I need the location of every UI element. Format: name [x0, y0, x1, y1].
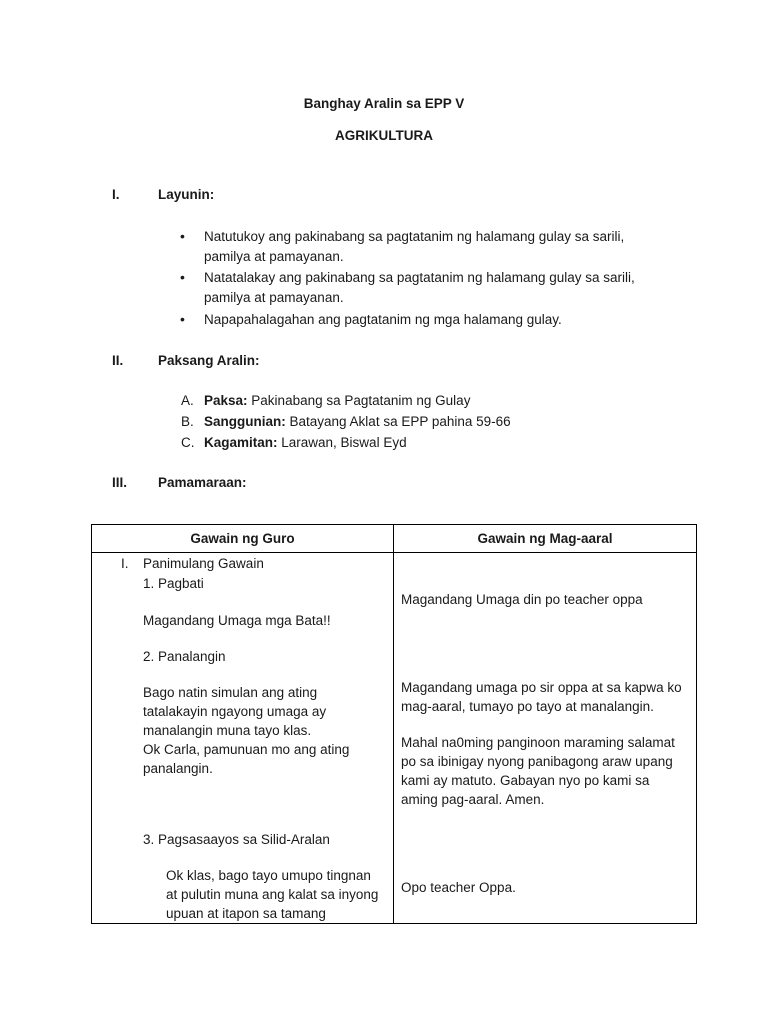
student-activity-cell: [394, 553, 697, 924]
section-heading-paksang-aralin: Paksang Aralin:: [158, 353, 260, 368]
bullet-icon: •: [180, 311, 185, 327]
topic-value: Pakinabang sa Pagtatanim ng Gulay: [247, 393, 471, 408]
objective-1-line-2: pamilya at pamayanan.: [204, 249, 344, 264]
section-number-3: III.: [112, 475, 128, 490]
objective-2-line-2: pamilya at pamayanan.: [204, 290, 344, 305]
bullet-icon: •: [180, 269, 185, 285]
section-number-2: II.: [112, 353, 124, 368]
student-tidy-reply: Opo teacher Oppa.: [401, 880, 516, 895]
teacher-prayer-line: Ok Carla, pamunuan mo ang ating: [143, 742, 350, 757]
teacher-tidy-line: upuan at itapon sa tamang: [166, 906, 326, 921]
topic-letter-a: A.: [181, 393, 194, 408]
header-student-activity: Gawain ng Mag-aaral: [394, 525, 697, 553]
step-panalangin: 2. Panalangin: [143, 649, 226, 664]
topic-label: Kagamitan:: [204, 435, 278, 450]
section-number-1: I.: [112, 187, 120, 202]
bullet-icon: •: [180, 228, 185, 244]
table-row: [92, 553, 697, 924]
objective-3-line-1: Napapahalagahan ang pagtatanim ng mga halamang gulay.: [204, 312, 562, 327]
step-pagsasaayos: 3. Pagsasaayos sa Silid-Aralan: [143, 832, 330, 847]
topic-value: Batayang Aklat sa EPP pahina 59-66: [285, 414, 511, 429]
teacher-tidy-line: at pulutin muna ang kalat sa inyong: [166, 887, 379, 902]
topic-label: Sanggunian:: [204, 414, 286, 429]
section-heading-layunin: Layunin:: [158, 187, 215, 202]
objective-2-line-1: Natatalakay ang pakinabang sa pagtatanim ng halamang gulay sa sarili,: [204, 270, 635, 285]
teacher-greeting: Magandang Umaga mga Bata!!: [143, 613, 331, 628]
student-greeting-reply: Magandang Umaga din po teacher oppa: [401, 592, 643, 607]
topic-letter-c: C.: [181, 435, 195, 450]
topic-letter-b: B.: [181, 414, 194, 429]
student-prayer-reply-line: Magandang umaga po sir oppa at sa kapwa ko: [401, 680, 682, 695]
teacher-prayer-line: panalangin.: [143, 761, 213, 776]
lesson-plan-table: [91, 524, 697, 924]
document-title: Banghay Aralin sa EPP V: [303, 96, 465, 111]
topic-item-sanggunian: [204, 414, 511, 429]
student-prayer-reply-line: mag-aaral, tumayo po tayo at manalangin.: [401, 699, 654, 714]
objective-1-line-1: Natutukoy ang pakinabang sa pagtatanim ng halamang gulay sa sarili,: [204, 229, 625, 244]
table-header-row: [92, 525, 697, 553]
document-subtitle: AGRIKULTURA: [335, 128, 433, 143]
teacher-prayer-line: Bago natin simulan ang ating: [143, 685, 318, 700]
student-prayer-text-line: po sa ibinigay nyong panibagong araw upang: [401, 754, 673, 769]
teacher-prayer-line: tatalakayin ngayong umaga ay: [143, 704, 327, 719]
topic-item-kagamitan: [204, 435, 407, 450]
topic-value: Larawan, Biswal Eyd: [277, 435, 407, 450]
topic-label: Paksa:: [204, 393, 248, 408]
student-prayer-text-line: Mahal na0ming panginoon maraming salamat: [401, 735, 675, 750]
teacher-prayer-line: manalangin muna tayo klas.: [143, 723, 312, 738]
part-title: Panimulang Gawain: [143, 556, 264, 571]
teacher-tidy-line: Ok klas, bago tayo umupo tingnan: [166, 868, 371, 883]
topic-item-paksa: [204, 393, 470, 408]
section-heading-pamamaraan: Pamamaraan:: [158, 475, 247, 490]
header-teacher-activity: Gawain ng Guro: [92, 525, 394, 553]
student-prayer-text-line: kami ay matuto. Gabayan nyo po kami sa: [401, 773, 650, 788]
student-prayer-text-line: aming pag-aaral. Amen.: [401, 792, 545, 807]
step-pagbati: 1. Pagbati: [143, 576, 204, 591]
part-number: I.: [121, 556, 129, 571]
teacher-activity-cell: [92, 553, 394, 924]
